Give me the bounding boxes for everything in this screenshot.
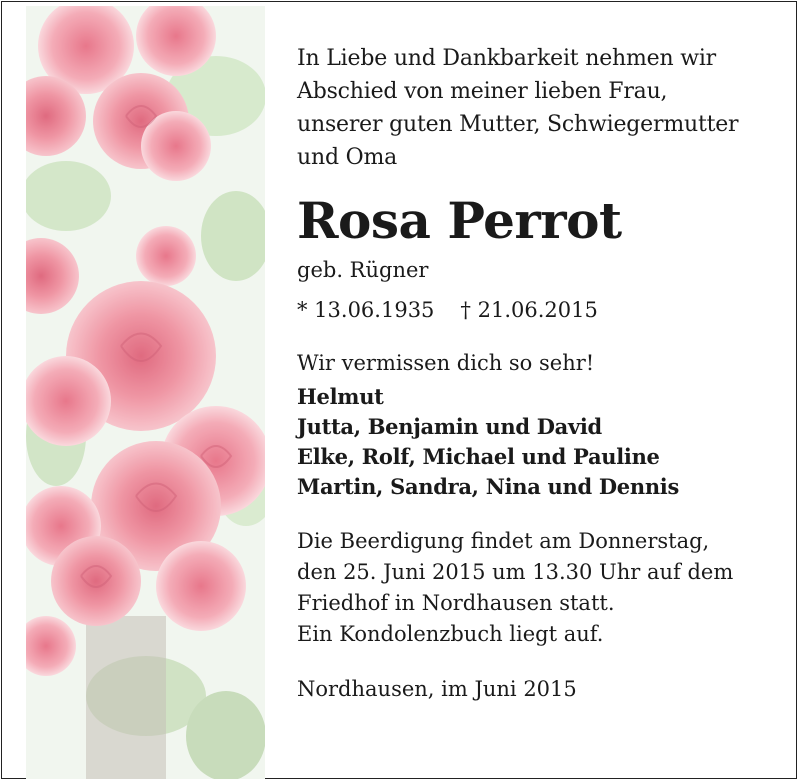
funeral-line: den 25. Juni 2015 um 13.30 Uhr auf dem [297, 560, 734, 584]
intro-line: Abschied von meiner lieben Frau, [297, 79, 668, 104]
place-date: Nordhausen, im Juni 2015 [297, 677, 577, 701]
intro-line: und Oma [297, 145, 398, 170]
funeral-line: Die Beerdigung findet am Donnerstag, [297, 529, 710, 553]
family-member: Jutta, Benjamin und David [297, 414, 602, 439]
family-member: Helmut [297, 384, 384, 409]
family-member: Martin, Sandra, Nina und Dennis [297, 474, 679, 499]
family-list [297, 382, 787, 502]
funeral-line: Ein Kondolenzbuch liegt auf. [297, 622, 604, 646]
funeral-line: Friedhof in Nordhausen statt. [297, 591, 615, 615]
miss-line: Wir vermissen dich so sehr! [297, 351, 595, 375]
intro-text [297, 42, 787, 174]
intro-line: In Liebe und Dankbarkeit nehmen wir [297, 46, 717, 71]
birth-date: * 13.06.1935 [297, 298, 435, 322]
roses-photo [26, 6, 265, 779]
intro-line: unserer guten Mutter, Schwiegermutter [297, 112, 739, 137]
obituary-notice [1, 1, 797, 779]
maiden-name: geb. Rügner [297, 258, 429, 282]
life-dates [297, 295, 787, 325]
family-member: Elke, Rolf, Michael und Pauline [297, 444, 660, 469]
death-date: † 21.06.2015 [460, 298, 598, 322]
notice-text [297, 42, 787, 704]
deceased-name: Rosa Perrot [297, 191, 622, 250]
funeral-info [297, 526, 787, 650]
